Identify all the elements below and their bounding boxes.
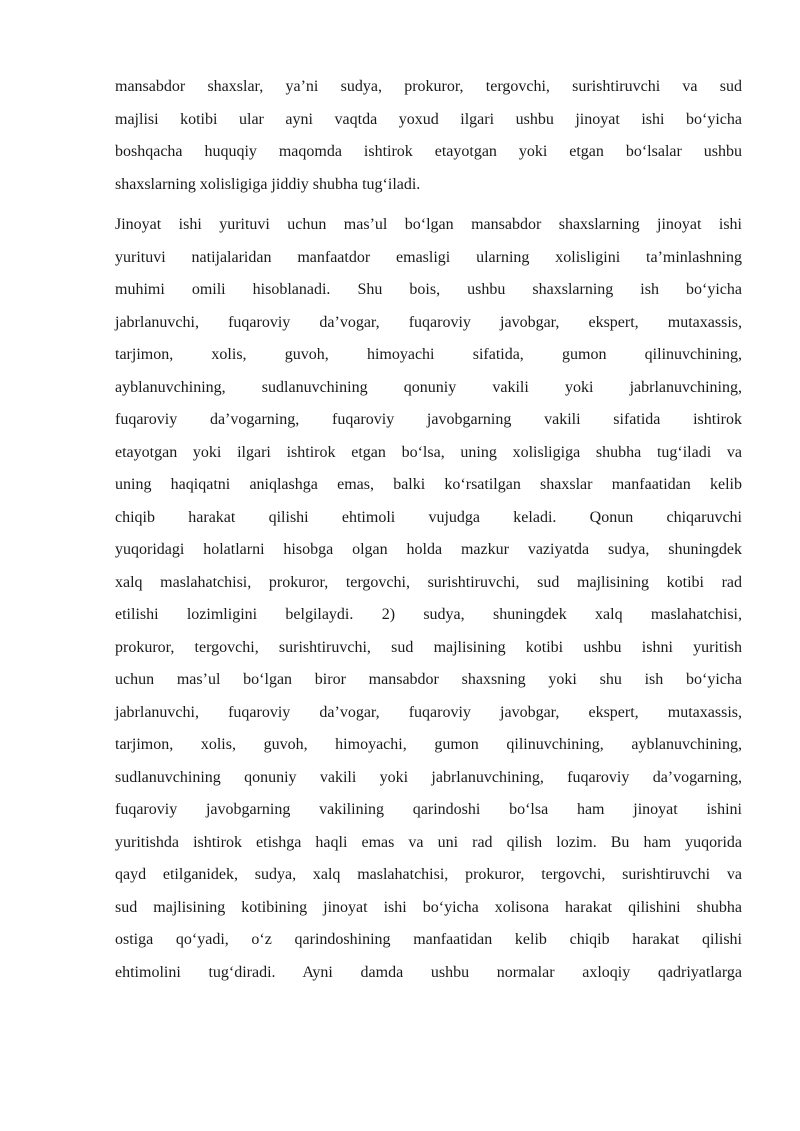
text-line: sudlanuvchining qonuniy vakili yoki jabrlanuvchining, fuqaroviy da’vogarning, xyxy=(115,768,742,786)
text-line: fuqaroviy da’vogarning, fuqaroviy javobgarning vakili sifatida ishtirok xyxy=(115,411,742,428)
text-line: qayd etilganidek, sudya, xalq maslahatchisi, prokuror, tergovchi, surishtiruvchi va xyxy=(115,866,742,883)
text-line: yuqoridagi holatlarni hisobga olgan holda mazkur vaziyatda sudya, shuningdek xyxy=(115,541,742,558)
text-line: etayotgan yoki ilgari ishtirok etgan bo‘lsa, uning xolisligiga shubha tug‘iladi va xyxy=(115,443,742,461)
text-line: muhimi omili hisoblanadi. Shu bois, ushbu shaxslarning ish bo‘yicha xyxy=(115,281,742,298)
text-line: yuritishda ishtirok etishga haqli emas va uni rad qilish lozim. Bu ham yuqorida xyxy=(115,833,742,851)
text-line: mansabdor shaxslar, ya’ni sudya, prokuror, tergovchi, surishtiruvchi va sud xyxy=(115,78,742,95)
paragraph-1 xyxy=(115,71,742,201)
text-line: uning haqiqatni aniqlashga emas, balki ko‘rsatilgan shaxslar manfaatidan kelib xyxy=(115,476,742,493)
text-line: jabrlanuvchi, fuqaroviy da’vogar, fuqaroviy javobgar, ekspert, mutaxassis, xyxy=(115,703,742,721)
text-line: etilishi lozimligini belgilaydi. 2) sudya, shuningdek xalq maslahatchisi, xyxy=(115,606,742,623)
text-line: yurituvi natijalaridan manfaatdor emasligi ularning xolisligini ta’minlashning xyxy=(115,248,742,266)
text-line: prokuror, tergovchi, surishtiruvchi, sud majlisining kotibi ushbu ishni yuritish xyxy=(115,638,742,656)
text-line: jabrlanuvchi, fuqaroviy da’vogar, fuqaroviy javobgar, ekspert, mutaxassis, xyxy=(115,313,742,331)
text-line: fuqaroviy javobgarning vakilining qarindoshi bo‘lsa ham jinoyat ishini xyxy=(115,801,742,818)
text-line: boshqacha huquqiy maqomda ishtirok etayotgan yoki etgan bo‘lsalar ushbu xyxy=(115,143,742,160)
text-line: Jinoyat ishi yurituvi uchun mas’ul bo‘lgan mansabdor shaxslarning jinoyat ishi xyxy=(115,216,742,233)
text-line: xalq maslahatchisi, prokuror, tergovchi, surishtiruvchi, sud majlisining kotibi rad xyxy=(115,573,742,591)
text-line: ayblanuvchining, sudlanuvchining qonuniy vakili yoki jabrlanuvchining, xyxy=(115,378,742,396)
text-line: sud majlisining kotibining jinoyat ishi bo‘yicha xolisona harakat qilishini shubha xyxy=(115,898,742,916)
text-line: majlisi kotibi ular ayni vaqtda yoxud ilgari ushbu jinoyat ishi bo‘yicha xyxy=(115,110,742,128)
paragraph-2 xyxy=(115,209,742,989)
text-line: shaxslarning xolisligiga jiddiy shubha tug‘iladi. xyxy=(115,175,421,193)
text-line: tarjimon, xolis, guvoh, himoyachi sifatida, gumon qilinuvchining, xyxy=(115,346,742,363)
text-line: chiqib harakat qilishi ehtimoli vujudga keladi. Qonun chiqaruvchi xyxy=(115,508,742,526)
text-line: tarjimon, xolis, guvoh, himoyachi, gumon qilinuvchining, ayblanuvchining, xyxy=(115,736,742,753)
text-line: uchun mas’ul bo‘lgan biror mansabdor shaxsning yoki shu ish bo‘yicha xyxy=(115,671,742,688)
text-line: ostiga qo‘yadi, o‘z qarindoshining manfaatidan kelib chiqib harakat qilishi xyxy=(115,931,742,948)
text-line: ehtimolini tug‘diradi. Ayni damda ushbu normalar axloqiy qadriyatlarga xyxy=(115,963,742,981)
